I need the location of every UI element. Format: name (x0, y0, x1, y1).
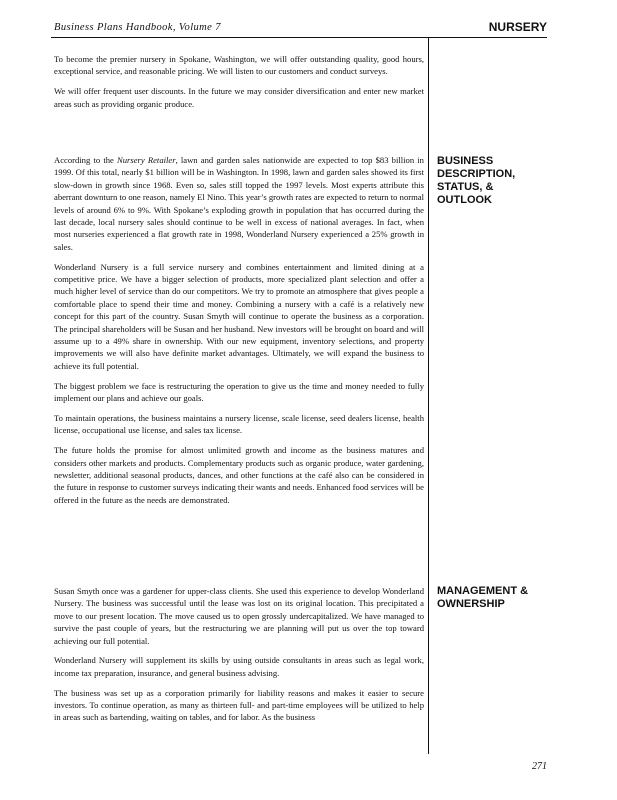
management-paragraph-2: Wonderland Nursery will supplement its skills by using outside consultants in areas such as legal work, income tax preparation, insurance, and general business advising. (54, 655, 424, 678)
section-title: NURSERY (488, 20, 547, 34)
intro-section (54, 53, 424, 117)
management-section (54, 585, 424, 731)
business-paragraph-1: According to the Nursery Retailer, lawn and garden sales nationwide are expected to top $83 billion in 1999. Of this total, nearly $1 billion will be in Washington. In 1998, lawn and garden sales showed its first slow-down in growth since 1968. Even so, sales still topped the 1997 levels. Most experts attribute this aberrant downturn to one reason, namely El Nino. This year’s growth rates are expected to return to normal levels of around 6% to 9%. With Spokane’s exploding growth in population that has occurred during the last decade, local nursery sales should continue to be well in excess of national averages. In fact, when most nurseries experienced a flat growth rate in 1998, Wonderland Nursery experienced a 25% growth in sales. (54, 155, 424, 252)
business-description-heading: BUSINESS DESCRIPTION, STATUS, & OUTLOOK (437, 155, 516, 206)
business-paragraph-3: The biggest problem we face is restructuring the operation to give us the time and money needed to fully implement our plans and achieve our goals. (54, 380, 424, 404)
business-paragraph-4: To maintain operations, the business maintains a nursery license, scale license, seed dealers license, health license, occupational use license, and sales tax license. (54, 412, 424, 436)
column-divider (428, 37, 429, 754)
management-paragraph-3: The business was set up as a corporation primarily for liability reasons and makes it easier to secure investors. To continue operation, as many as thirteen full- and part-time employees will be utilized to help in areas such as bartending, waiting on tables, and for labor. As the business (54, 687, 424, 723)
header-divider (51, 37, 547, 38)
management-heading: MANAGEMENT & OWNERSHIP (437, 585, 529, 610)
page-number: 271 (532, 761, 547, 772)
business-paragraph-2: Wonderland Nursery is a full service nursery and combines entertainment and limited dining at a competitive price. We have a bigger selection of products, more specialized plant selection and offer a much higher level of service than do our competitors. We try to promote an atmosphere that gives people a comfortable place to spend their time and money. Combining a nursery with a café is a relatively new concept for this part of the country. Susan Smyth will continue to operate the business as a corporation. The principal shareholders will be Susan and her husband. New investors will be brought on board and will assume up to a 49% share in ownership. With our new equipment, inventory selections, and property improvements we will also have definite market advantages. Ultimately, we will expand the business to achieve its full potential. (54, 261, 424, 371)
intro-paragraph-1: To become the premier nursery in Spokane, Washington, we will offer outstanding quality, good hours, exceptional service, and reasonable pricing. We will listen to our customers and conduct surveys. (54, 54, 424, 77)
publication-name: Nursery Retailer (117, 155, 176, 165)
management-paragraph-1: Susan Smyth once was a gardener for upper-class clients. She used this experience to develop Wonderland Nursery. The business was successful until the lease was lost on its original location. This precipitated a move to our present location. The move caused us to open grossly undercapitalized. We have managed to survive the past couple of years, but the restructuring we are planning will put us over the top toward achieving our full potential. (54, 586, 424, 646)
business-description-section (54, 154, 424, 514)
business-paragraph-5: The future holds the promise for almost unlimited growth and income as the business matures and considers other markets and products. Complementary products such as organic produce, water gardening, newsletter, additional seasonal products, dances, and other functions at the café also can be considered in the future in response to customer surveys indicating their wants and needs. Enhanced food services will be offered in the future as the needs are demonstrated. (54, 445, 424, 505)
intro-paragraph-2: We will offer frequent user discounts. In the future we may consider diversification and enter new market areas such as providing organic produce. (54, 86, 424, 109)
book-title: Business Plans Handbook, Volume 7 (54, 22, 221, 33)
